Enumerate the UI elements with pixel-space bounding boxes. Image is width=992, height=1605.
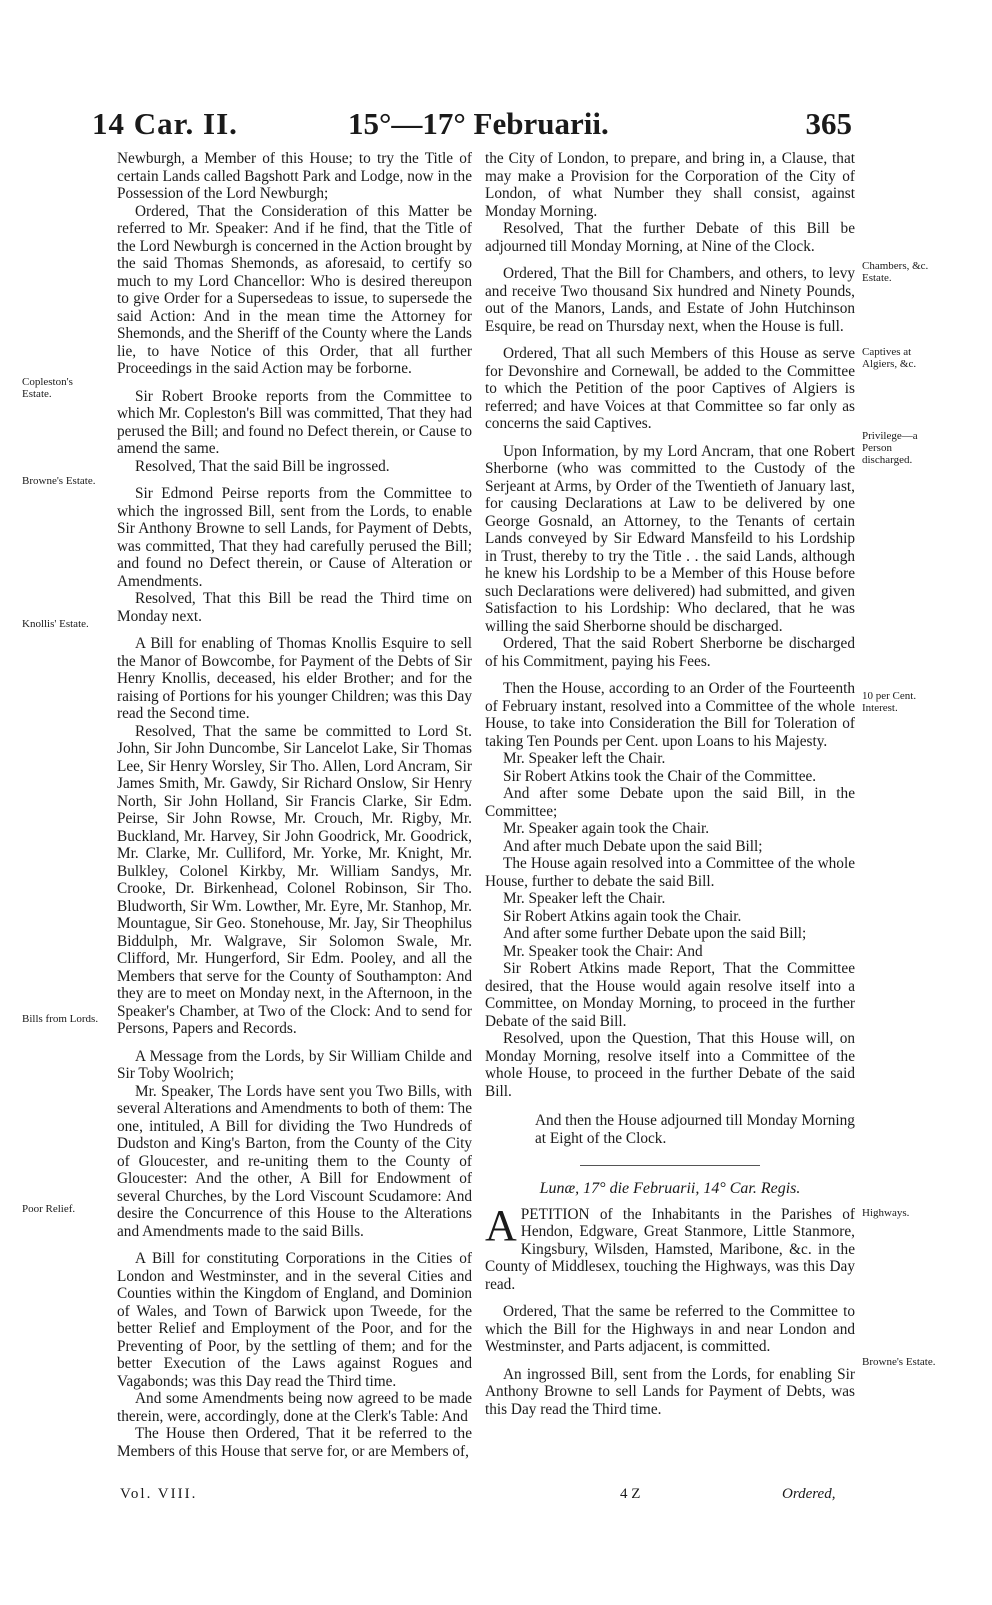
page-number: 365 bbox=[805, 106, 852, 141]
paragraph: Mr. Speaker left the Chair. bbox=[503, 890, 666, 907]
margin-note-highways: Highways. bbox=[862, 1207, 910, 1219]
regnal-year: 14 Car. II. bbox=[92, 106, 238, 141]
margin-note-chambers: Chambers, &c. Estate. bbox=[862, 260, 929, 284]
paragraph: A Bill for constituting Corporations in the Cities of London and Westminster, and in the several Cities and Counties within the Kingdom of England, and Dominion of Wales, and Town of Barwick upon Tweede, for the better Relief and Employment of the Poor, and for the Preventing of Poor, by the settling of them; and for the better Execution of the Laws against Rogues and Vagabonds; was this Day read the Third time. bbox=[117, 1250, 472, 1390]
paragraph: And after much Debate upon the said Bill; bbox=[503, 837, 763, 855]
margin-note-privilege: Privilege—a Person discharged. bbox=[862, 430, 918, 466]
paragraph: Resolved, That the said Bill be ingrossed. bbox=[135, 457, 390, 475]
paragraph: Mr. Speaker took the Chair: And bbox=[503, 942, 703, 960]
paragraph: Sir Robert Atkins made Report, That the Committee desired, that the House would again resolve itself into a Committee, on Monday Morning, to proceed in the further Debate of the said Bill. bbox=[485, 960, 855, 1030]
paragraph: Resolved, upon the Question, That this House will, on Monday Morning, resolve itself into a Committee of the whole House, to proceed in the further Debate of the said Bill. bbox=[485, 1030, 855, 1100]
date-heading: 15°—17° Februarii. bbox=[348, 106, 609, 141]
margin-note-poor-relief: Poor Relief. bbox=[22, 1203, 76, 1215]
margin-note-browne-estate-2: Browne's Estate. bbox=[862, 1356, 936, 1368]
page-header bbox=[92, 104, 852, 148]
margin-note-copleston: Copleston's Estate. bbox=[22, 376, 73, 400]
paragraph: Sir Edmond Peirse reports from the Committee to which the ingrossed Bill, sent from the Lords, to enable Sir Anthony Browne to sell Lands, for Payment of Debts, was committed, That they had carefully perused the Bill; and found no Defect therein, or Cause of Alteration or Amendments. bbox=[117, 485, 472, 590]
paragraph: A Bill for enabling of Thomas Knollis Esquire to sell the Manor of Bowcombe, for Payment of the Debts of Sir Henry Knollis, deceased, his elder Brother; and for the raising of Portions for his younger Children; was this Day read the Second time. bbox=[117, 635, 472, 722]
adjournment-note: And then the House adjourned till Monday Morning at Eight of the Clock. bbox=[535, 1112, 855, 1147]
margin-note-knollis: Knollis' Estate. bbox=[22, 618, 89, 630]
right-column bbox=[485, 150, 855, 1428]
signature-mark: 4 Z bbox=[620, 1486, 641, 1502]
paragraph: Ordered, That the same be referred to the Committee to which the Bill for the Highways in and near London and Westminster, and Parts adjacent, is committed. bbox=[485, 1303, 855, 1355]
left-column bbox=[117, 150, 472, 1460]
paragraph: Sir Robert Atkins again took the Chair. bbox=[503, 907, 742, 925]
drop-cap: A bbox=[485, 1200, 517, 1250]
paragraph: Mr. Speaker left the Chair. bbox=[503, 750, 666, 767]
paragraph: A Message from the Lords, by Sir William Childe and Sir Toby Woolrich; bbox=[117, 1047, 472, 1082]
paragraph: Ordered, That the Bill for Chambers, and others, to levy and receive Two thousand Six hundred and Ninety Pounds, out of the Manors, Lands, and Estate of John Hutchinson Esquire, be read on Thursday next, when the House is full. bbox=[485, 265, 855, 335]
paragraph: And some Amendments being now agreed to be made therein, were, accordingly, done at the Clerk's Table: And bbox=[117, 1390, 472, 1425]
petition-text: PETITION of the Inhabitants in the Parishes of Hendon, Edgware, Great Stanmore, Little Stanmore, Kingsbury, Wilsden, Hamsted, Maribone, &c. in the County of Middlesex, touching the Highways, was this Day read. bbox=[485, 1205, 855, 1293]
paragraph: Ordered, That the said Robert Sherborne be discharged of his Commitment, paying his Fees. bbox=[485, 635, 855, 670]
margin-note-captives: Captives at Algiers, &c. bbox=[862, 346, 917, 370]
paragraph: Sir Robert Atkins took the Chair of the Committee. bbox=[503, 767, 817, 785]
catchword: Ordered, bbox=[782, 1486, 836, 1502]
paragraph: The House again resolved into a Committee of the whole House, further to debate the said Bill. bbox=[485, 855, 855, 890]
paragraph: Ordered, That all such Members of this House as serve for Devonshire and Cornewall, be added to the Committee to which the Petition of the poor Captives of Algiers is referred; and have Voices at that Committee so far only as concerns the said Captives. bbox=[485, 345, 855, 432]
paragraph: Sir Robert Brooke reports from the Committee to which Mr. Copleston's Bill was committed, That they had perused the Bill; and found no Defect therein, or Cause to amend the same. bbox=[117, 387, 472, 457]
paragraph: Newburgh, a Member of this House; to try the Title of certain Lands called Bagshott Park and Lodge, now in the Possession of the Lord Newburgh; bbox=[117, 150, 472, 202]
paragraph: The House then Ordered, That it be referred to the Members of this House that serve for, or are Members of, bbox=[117, 1425, 472, 1460]
section-divider bbox=[580, 1165, 760, 1166]
paragraph: Mr. Speaker again took the Chair. bbox=[503, 820, 710, 837]
paragraph: Mr. Speaker, The Lords have sent you Two Bills, with several Alterations and Amendments to both of them: The one, intituled, A Bill for dividing the Two Hundreds of Dudston and King's Barton, from the County of the City of Gloucester, and re-uniting them to the County of Gloucester: And the other, A Bill for Endowment of several Churches, by the Lord Viscount Scudamore: And desire the Concurrence of this House to the Alterations and Amendments made to the said Bills. bbox=[117, 1082, 472, 1240]
paragraph bbox=[485, 1200, 855, 1294]
volume-label: Vol. VIII. bbox=[120, 1486, 198, 1502]
paragraph: Then the House, according to an Order of the Fourteenth of February instant, resolved into a Committee of the whole House, to take into Consideration the Bill for Toleration of taking Ten Pounds per Cent. upon Loans to his Majesty. bbox=[485, 680, 855, 750]
paragraph: Ordered, That the Consideration of this Matter be referred to Mr. Speaker: And if he find, that the Title of the Lord Newburgh is concerned in the Action brought by the said Thomas Shemonds, as aforesaid, to certify so much to my Lord Chancellor: Who is desired thereupon to give Order for a Supersedeas to issue, to supersede the said Action: And in the mean time the Attorney for Shemonds, and the Sheriff of the County where the Lands lie, to have Notice of this Order, that all further Proceedings in the said Action may be forborne. bbox=[117, 202, 472, 377]
margin-note-browne-estate: Browne's Estate. bbox=[22, 475, 96, 487]
session-heading: Lunæ, 17° die Februarii, 14° Car. Regis. bbox=[539, 1180, 801, 1197]
paragraph: Resolved, That the further Debate of this Bill be adjourned till Monday Morning, at Nine of the Clock. bbox=[485, 220, 855, 255]
paragraph: Resolved, That the same be committed to Lord St. John, Sir John Duncombe, Sir Lancelot Lake, Sir Thomas Lee, Sir Henry Worsley, Sir Tho. Allen, Lord Ancram, Sir James Smith, Mr. Gawdy, Sir Richard Onslow, Sir Henry North, Sir John Holland, Sir Francis Clarke, Sir Edm. Peirse, Sir John Rowse, Mr. Crouch, Mr. Rigby, Mr. Buckland, Mr. Harvey, Sir John Goodrick, Mr. Goodrick, Mr. Clarke, Mr. Culliford, Mr. Yorke, Mr. Knight, Mr. Bulkley, Colonel Kirkby, Mr. William Sandys, Mr. Crooke, Dr. Birkenhead, Colonel Robinson, Sir Tho. Bludworth, Sir Wm. Lowther, Mr. Eyre, Mr. Stanhop, Mr. Mountague, Sir Geo. Stonehouse, Mr. Jay, Sir Theophilus Biddulph, Mr. Walgrave, Sir Solomon Swale, Mr. Clifford, Mr. Hungerford, Sir Edm. Pooley, and all the Members that serve for the County of Southampton: And they are to meet on Monday next, in the Afternoon, in the Speaker's Chamber, at Two of the Clock: And to send for Persons, Papers and Records. bbox=[117, 722, 472, 1037]
paragraph: And after some Debate upon the said Bill, in the Committee; bbox=[485, 785, 855, 820]
paragraph: Resolved, That this Bill be read the Third time on Monday next. bbox=[117, 590, 472, 625]
paragraph: An ingrossed Bill, sent from the Lords, for enabling Sir Anthony Browne to sell Lands for Payment of Debts, was this Day read the Third time. bbox=[485, 1365, 855, 1418]
paragraph: the City of London, to prepare, and bring in, a Clause, that may make a Provision for the Corporation of the City of London, of what Number they shall consist, against Monday Morning. bbox=[485, 150, 855, 220]
margin-note-bills-from-lords: Bills from Lords. bbox=[22, 1013, 99, 1025]
paragraph: Upon Information, by my Lord Ancram, that one Robert Sherborne (who was committed to the Custody of the Serjeant at Arms, by Order of the Twentieth of January last, for causing Declarations at Law to be delivered by one George Gosnald, an Attorney, to the Tenants of certain Lands conveyed by Sir Edward Mansfeild to his Lordship in Trust, thereby to try the Title . . the said Lands, although he knew his Lordship to be a Member of this House before such Declarations were delivered) had submitted, and given Satisfaction to his Lordship: Who declared, that he was willing the said Sherborne should be discharged. bbox=[485, 442, 855, 635]
paragraph: And after some further Debate upon the said Bill; bbox=[503, 925, 807, 942]
margin-note-interest: 10 per Cent. Interest. bbox=[862, 690, 917, 714]
